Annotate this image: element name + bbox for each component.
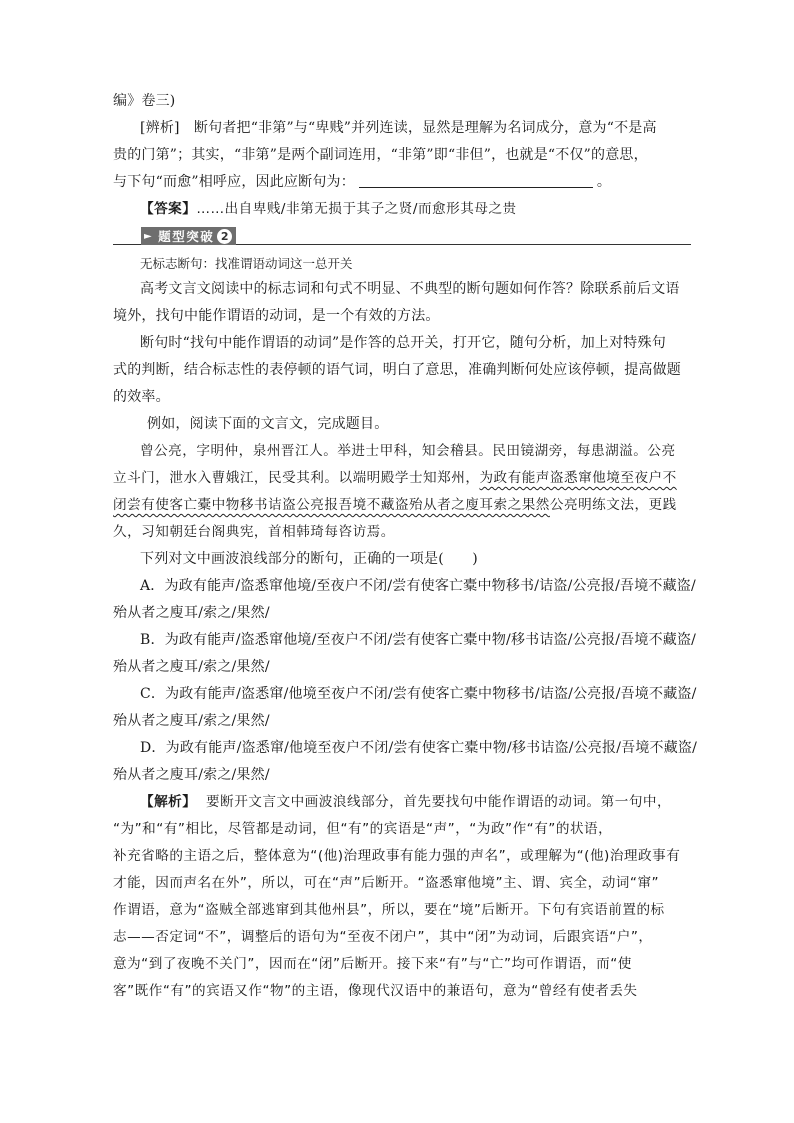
section-subtitle: 无标志断句：找准谓语动词这一总开关 [140,256,353,271]
passage-text: 曾公亮，字明仲，泉州晋江人。举进士甲科，知会稽县。民田镜湖旁，每患湖溢。公亮 [140,443,676,459]
passage-plain: 立斗门，泄水入曹娥江，民受其利。以端明殿学士知郑州， [113,470,480,486]
analysis-paragraph [113,789,685,816]
option-c: C．为政有能声/盗悉窜/他境至夜户不闭/尝有使客亡橐中物移书/诘盗/公亮报/吾境不藏盗/ [140,686,697,702]
analysis-text: 要断开文言文中画波浪线部分，首先要找句中能作谓语的动词。第一句中， [206,794,672,810]
carryover-citation: 编》卷三) [113,93,176,109]
intro-paragraph: 的效率。 [113,389,170,405]
option-d-cont: 殆从者之廋耳/索之/果然/ [113,767,270,783]
analysis-text: 客”既作“有”的宾语又作“物”的主语，像现代汉语中的兼语句，意为“曾经有使者丢失 [113,983,638,999]
analysis-text: 贵的门第”；其实，“非第”是两个副词连用，“非第”即“非但”，也就是“不仅”的意思， [113,147,648,163]
section-header [113,225,685,251]
section-title: 题型突破 [158,229,215,244]
intro-paragraph: 式的判断，结合标志性的表停顿的语气词，明白了意思，准确判断何处应该停顿，提高做题 [113,362,681,378]
answer-line [113,196,685,223]
option-a: A．为政有能声/盗悉窜他境/至夜户不闭/尝有使客亡橐中物移书/诘盗/公亮报/吾境不藏盗/ [140,578,696,594]
analysis-text: “为”和“有”相比，尽管都是动词，但“有”的宾语是“声”，“为政”作“有”的状语， [113,821,613,837]
analysis-text: 志——否定词“不”，调整后的语句为“至夜不闭户”，其中“闭”为动词，后跟宾语“户”， [113,929,653,945]
analysis-text: 。 [596,174,612,190]
analysis-text: 意为“到了夜晚不关门”，因而在“闭”后断开。接下来“有”与“亡”均可作谓语，而“使 [113,956,632,972]
section-tag [141,227,236,245]
intro-paragraph: 断句时“找句中能作谓语的动词”是作答的总开关，打开它，随句分析，加上对特殊句 [140,335,666,351]
passage-wavy-underline: 闭尝有使客亡橐中物移书诘盗公亮报吾境不藏盗殆从者之廋耳索之果然 [113,497,550,513]
document-page [113,88,698,1005]
answer-label: 【答案】 [140,201,197,217]
question-stem: 下列对文中画波浪线部分的断句，正确的一项是( ) [140,551,478,567]
triangle-icon: ► [144,230,154,242]
passage-text [113,492,685,519]
analysis-text: 作谓语，意为“盗贼全部逃窜到其他州县”，所以，要在“境”后断开。下句有宾语前置的标 [113,902,665,918]
option-b-cont: 殆从者之廋耳/索之/果然/ [113,659,270,675]
analysis-text-with-blank [113,169,685,196]
intro-paragraph: 高考文言文阅读中的标志词和句式不明显、不典型的断句题如何作答？除联系前后文语 [140,281,680,297]
analysis-label: 【解析】 [140,794,197,810]
analysis-text: [辨析] 断句者把“非第”与“卑贱”并列连读，显然是理解为名词成分，意为“不是高 [140,120,657,136]
answer-blank [359,173,593,188]
analysis-text: 才能，因而声名在外”，所以，可在“声”后断开。“盗悉窜他境”主、谓、宾全，动词“窜” [113,875,660,891]
analysis-text: 与下句“而愈”相呼应，因此应断句为： [113,174,355,190]
option-c-cont: 殆从者之廋耳/索之/果然/ [113,713,270,729]
passage-text: 久，习知朝廷台阁典宪，首相韩琦每咨访焉。 [113,524,395,540]
section-number-badge: 2 [217,229,232,244]
example-intro: 例如，阅读下面的文言文，完成题目。 [147,416,389,432]
option-b: B．为政有能声/盗悉窜他境/至夜户不闭/尝有使客亡橐中物/移书诘盗/公亮报/吾境不藏盗/ [140,632,697,648]
answer-text: ……出自卑贱/非第无损于其子之贤/而愈形其母之贵 [196,201,517,217]
passage-text [113,465,685,492]
passage-wavy-underline: 为政有能声盗悉窜他境至夜户不 [479,470,677,486]
analysis-text: 补充省略的主语之后，整体意为“(他)治理政事有能力强的声名”，或理解为“(他)治理政事有 [113,848,681,864]
option-d: D．为政有能声/盗悉窜/他境至夜户不闭/尝有使客亡橐中物/移书诘盗/公亮报/吾境不藏盗/ [140,740,698,756]
passage-plain: 公亮明练文法，更践 [549,497,677,513]
intro-paragraph: 境外，找句中能作谓语的动词，是一个有效的方法。 [113,308,440,324]
option-a-cont: 殆从者之廋耳/索之/果然/ [113,605,270,621]
